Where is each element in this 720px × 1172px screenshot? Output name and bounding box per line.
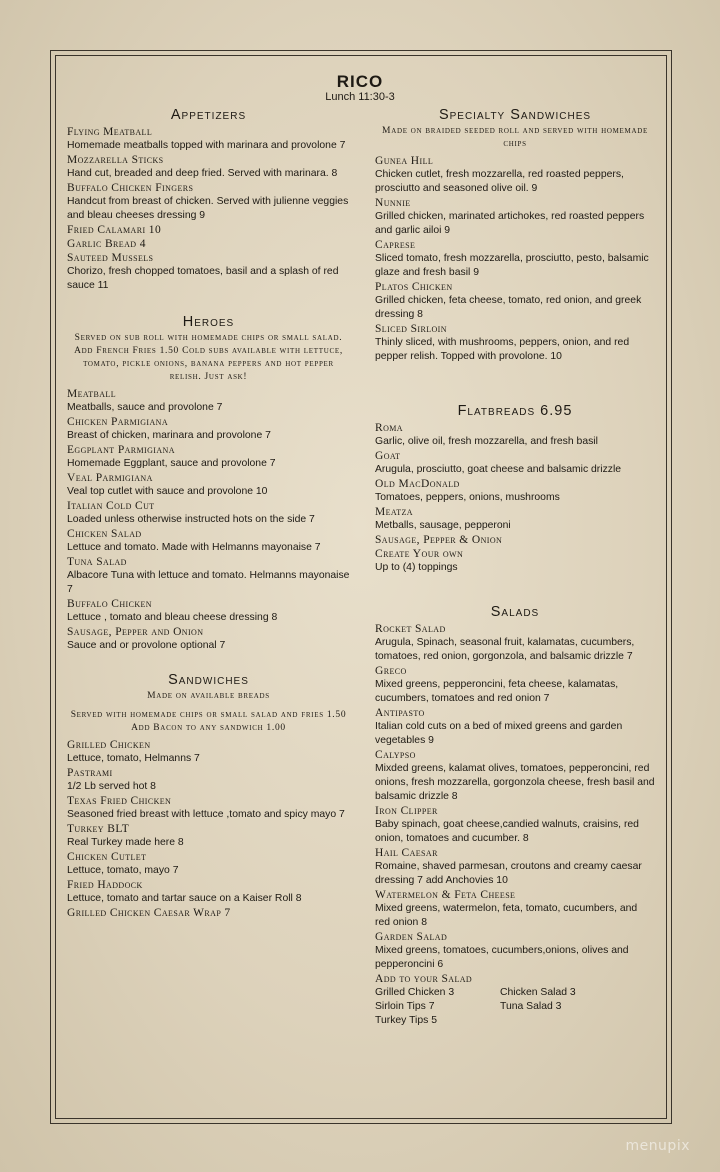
- item-name: Goat: [375, 450, 401, 462]
- item-desc: Metballs, sausage, pepperoni: [375, 520, 511, 531]
- menu-item: [375, 664, 655, 706]
- item-desc: Real Turkey made here 8: [67, 837, 184, 848]
- menu-item: [67, 906, 350, 920]
- item-desc: Mixed greens, pepperoncini, feta cheese, kalamatas, cucumbers, tomatoes and red onion 7: [375, 679, 619, 704]
- item-desc: Lettuce , tomato and bleau cheese dressing 8: [67, 612, 278, 623]
- item-desc: Mixed greens, tomatoes, cucumbers,onions, olives and pepperoncini 6: [375, 945, 629, 970]
- item-name: Watermelon & Feta Cheese: [375, 889, 516, 901]
- item-desc: Hand cut, breaded and deep fried. Served with marinara. 8: [67, 168, 338, 179]
- menu-item: [375, 280, 655, 322]
- item-name: Turkey BLT: [67, 823, 130, 835]
- item-name: Greco: [375, 665, 407, 677]
- item-name: Calypso: [375, 749, 416, 761]
- menu-item: [375, 449, 655, 477]
- salads-list: [375, 622, 655, 972]
- menu-item: [67, 387, 350, 415]
- item-name: Rocket Salad: [375, 623, 446, 635]
- menu-item: [67, 237, 350, 251]
- lunch-hours: Lunch 11:30-3: [325, 91, 395, 103]
- menu-item: [67, 415, 350, 443]
- item-name: Grilled Chicken: [67, 739, 151, 751]
- item-name: Sausage, Pepper & Onion: [375, 534, 503, 546]
- item-name: Gunea Hill: [375, 155, 434, 167]
- item-desc: Grilled chicken, marinated artichokes, red roasted peppers and garlic ailoi 9: [375, 211, 645, 236]
- salads-section: [375, 603, 655, 1028]
- menu-item: [375, 505, 655, 533]
- menu-item: [375, 930, 655, 972]
- heroes-title: Heroes: [182, 314, 235, 330]
- item-name: Pastrami: [67, 767, 113, 779]
- item-name: Platos Chicken: [375, 281, 453, 293]
- item-desc: Chorizo, fresh chopped tomatoes, basil and a splash of red sauce 11: [67, 266, 339, 291]
- item-desc: Lettuce and tomato. Made with Helmanns mayonaise 7: [67, 542, 321, 553]
- menu-item: [67, 766, 350, 794]
- addon-item: Chicken Salad 3: [500, 987, 576, 998]
- item-desc: Breast of chicken, marinara and provolone 7: [67, 430, 271, 441]
- specialty-subtitle: Made on braided seeded roll and served with homemade chips: [382, 126, 648, 149]
- menu-item: [67, 443, 350, 471]
- item-desc: Meatballs, sauce and provolone 7: [67, 402, 223, 413]
- menu-item: [67, 181, 350, 223]
- item-name: Create Your own: [375, 548, 464, 560]
- menu-item: [67, 850, 350, 878]
- item-name: Iron Clipper: [375, 805, 438, 817]
- item-desc: Arugula, prosciutto, goat cheese and balsamic drizzle: [375, 464, 622, 475]
- item-name: Italian Cold Cut: [67, 500, 155, 512]
- addon-row: [375, 1000, 655, 1014]
- addon-item: Grilled Chicken 3: [375, 987, 455, 998]
- menu-item: [375, 421, 655, 449]
- item-desc: 1/2 Lb served hot 8: [67, 781, 156, 792]
- addon-row: [375, 986, 655, 1000]
- specialty-list: [375, 154, 655, 364]
- salads-title: Salads: [490, 604, 540, 620]
- item-name: Meatza: [375, 506, 413, 518]
- item-desc: Handcut from breast of chicken. Served with julienne veggies and bleau cheeses dressing 9: [67, 196, 349, 221]
- item-name: Fried Haddock: [67, 879, 143, 891]
- sandwiches-section: [67, 671, 350, 920]
- item-desc: Tomatoes, peppers, onions, mushrooms: [375, 492, 560, 503]
- salad-addons-title: Add to your Salad: [375, 973, 473, 985]
- item-desc: Homemade meatballs topped with marinara and provolone 7: [67, 140, 346, 151]
- item-desc: Homemade Eggplant, sauce and provolone 7: [67, 458, 276, 469]
- left-column: [67, 106, 350, 920]
- item-name: Fried Calamari 10: [67, 224, 162, 236]
- appetizers-section: [67, 106, 350, 293]
- menu-item: [375, 846, 655, 888]
- restaurant-name: RICO: [336, 72, 384, 91]
- addon-item: Turkey Tips 5: [375, 1015, 437, 1026]
- item-name: Sauteed Mussels: [67, 252, 154, 264]
- specialty-section: [375, 106, 655, 364]
- menu-item: [67, 153, 350, 181]
- menu-header: [0, 72, 720, 103]
- menu-item: [375, 622, 655, 664]
- heroes-subtitle: Served on sub roll with homemade chips or small salad. Add French Fries 1.50 Cold subs available with lettuce, tomato, pickle onions, banana peppers and hot pepper relish. Just ask!: [74, 333, 343, 382]
- item-name: Garden Salad: [375, 931, 448, 943]
- item-desc: Italian cold cuts on a bed of mixed greens and garden vegetables 9: [375, 721, 623, 746]
- menu-item: [375, 748, 655, 804]
- heroes-list: [67, 387, 350, 653]
- appetizers-title: Appetizers: [170, 107, 247, 123]
- item-name: Nunnie: [375, 197, 411, 209]
- specialty-title: Specialty Sandwiches: [438, 107, 592, 123]
- item-name: Buffalo Chicken: [67, 598, 152, 610]
- item-name: Chicken Salad: [67, 528, 142, 540]
- item-desc: Mixded greens, kalamat olives, tomatoes, pepperoncini, red onions, fresh mozzarella, gorgonzola cheese, fresh basil and balsamic drizzle 8: [375, 763, 655, 802]
- menu-item: [67, 878, 350, 906]
- item-desc: Baby spinach, goat cheese,candied walnuts, craisins, red onion, tomatoes and cucumber. 8: [375, 819, 639, 844]
- item-desc: Veal top cutlet with sauce and provolone 10: [67, 486, 268, 497]
- item-desc: Thinly sliced, with mushrooms, peppers, onion, and red pepper relish. Topped with provolone. 10: [375, 337, 630, 362]
- menu-item: [67, 251, 350, 293]
- menu-item: [67, 794, 350, 822]
- item-name: Flying Meatball: [67, 126, 153, 138]
- menu-item: [67, 555, 350, 597]
- item-desc: Lettuce, tomato, Helmanns 7: [67, 753, 200, 764]
- menu-item: [67, 738, 350, 766]
- addon-item: Sirloin Tips 7: [375, 1001, 435, 1012]
- item-desc: Romaine, shaved parmesan, croutons and creamy caesar dressing 7 add Anchovies 10: [375, 861, 642, 886]
- addon-item: Tuna Salad 3: [500, 1001, 562, 1012]
- item-name: Caprese: [375, 239, 416, 251]
- menu-item: [375, 533, 655, 547]
- item-desc: Sliced tomato, fresh mozzarella, prosciutto, pesto, balsamic glaze and fresh basil 9: [375, 253, 649, 278]
- menu-item: [375, 322, 655, 364]
- menu-item: [375, 547, 655, 575]
- menu-item: [67, 597, 350, 625]
- heroes-section: [67, 313, 350, 653]
- menu-item: [375, 238, 655, 280]
- item-name: Eggplant Parmigiana: [67, 444, 175, 456]
- item-desc: Lettuce, tomato, mayo 7: [67, 865, 179, 876]
- item-name: Tuna Salad: [67, 556, 127, 568]
- item-desc: Albacore Tuna with lettuce and tomato. Helmanns mayonaise 7: [67, 570, 350, 595]
- appetizers-list: [67, 125, 350, 293]
- menu-item: [67, 625, 350, 653]
- item-name: Grilled Chicken Caesar Wrap 7: [67, 907, 231, 919]
- item-desc: Garlic, olive oil, fresh mozzarella, and fresh basil: [375, 436, 598, 447]
- item-desc: Lettuce, tomato and tartar sauce on a Kaiser Roll 8: [67, 893, 302, 904]
- sandwiches-list: [67, 738, 350, 920]
- menu-item: [67, 471, 350, 499]
- menu-item: [375, 888, 655, 930]
- item-desc: Grilled chicken, feta cheese, tomato, red onion, and greek dressing 8: [375, 295, 642, 320]
- item-name: Mozzarella Sticks: [67, 154, 164, 166]
- menu-item: [375, 477, 655, 505]
- item-name: Meatball: [67, 388, 116, 400]
- menu-item: [67, 125, 350, 153]
- item-desc: Mixed greens, watermelon, feta, tomato, cucumbers, and red onion 8: [375, 903, 638, 928]
- item-name: Buffalo Chicken Fingers: [67, 182, 194, 194]
- item-desc: Loaded unless otherwise instructed hots on the side 7: [67, 514, 315, 525]
- menu-item: [67, 527, 350, 555]
- item-desc: Arugula, Spinach, seasonal fruit, kalamatas, cucumbers, tomatoes, red onion, gorgonzola, and balsamic drizzle 7: [375, 637, 635, 662]
- sandwiches-subtitle-sides: Served with homemade chips or small salad and fries 1.50 Add Bacon to any sandwich 1.00: [70, 710, 347, 733]
- menu-item: [67, 822, 350, 850]
- menu-item: [67, 499, 350, 527]
- item-name: Sausage, Pepper and Onion: [67, 626, 204, 638]
- item-desc: Sauce and or provolone optional 7: [67, 640, 226, 651]
- item-desc: Seasoned fried breast with lettuce ,tomato and spicy mayo 7: [67, 809, 345, 820]
- item-name: Chicken Parmigiana: [67, 416, 169, 428]
- item-name: Garlic Bread 4: [67, 238, 146, 250]
- item-name: Antipasto: [375, 707, 425, 719]
- menu-item: [375, 706, 655, 748]
- sandwiches-subtitle-breads: Made on available breads: [147, 691, 270, 701]
- item-name: Veal Parmigiana: [67, 472, 153, 484]
- flatbreads-section: [375, 402, 655, 575]
- menu-item: [67, 223, 350, 237]
- menu-item: [375, 804, 655, 846]
- salad-addons-list: [375, 986, 655, 1028]
- addon-row: [375, 1014, 655, 1028]
- menu-item: [375, 196, 655, 238]
- menu-item: [375, 154, 655, 196]
- item-desc: Up to (4) toppings: [375, 562, 458, 573]
- flatbreads-list: [375, 421, 655, 575]
- item-desc: Chicken cutlet, fresh mozzarella, red roasted peppers, prosciutto and seasoned olive oil. 9: [375, 169, 624, 194]
- item-name: Chicken Cutlet: [67, 851, 147, 863]
- item-name: Sliced Sirloin: [375, 323, 447, 335]
- watermark-text: menupix: [625, 1138, 690, 1154]
- item-name: Hail Caesar: [375, 847, 438, 859]
- right-column: [375, 106, 655, 1028]
- item-name: Texas Fried Chicken: [67, 795, 172, 807]
- item-name: Old MacDonald: [375, 478, 460, 490]
- item-name: Roma: [375, 422, 403, 434]
- flatbreads-title: Flatbreads 6.95: [457, 403, 573, 419]
- sandwiches-title: Sandwiches: [168, 672, 249, 688]
